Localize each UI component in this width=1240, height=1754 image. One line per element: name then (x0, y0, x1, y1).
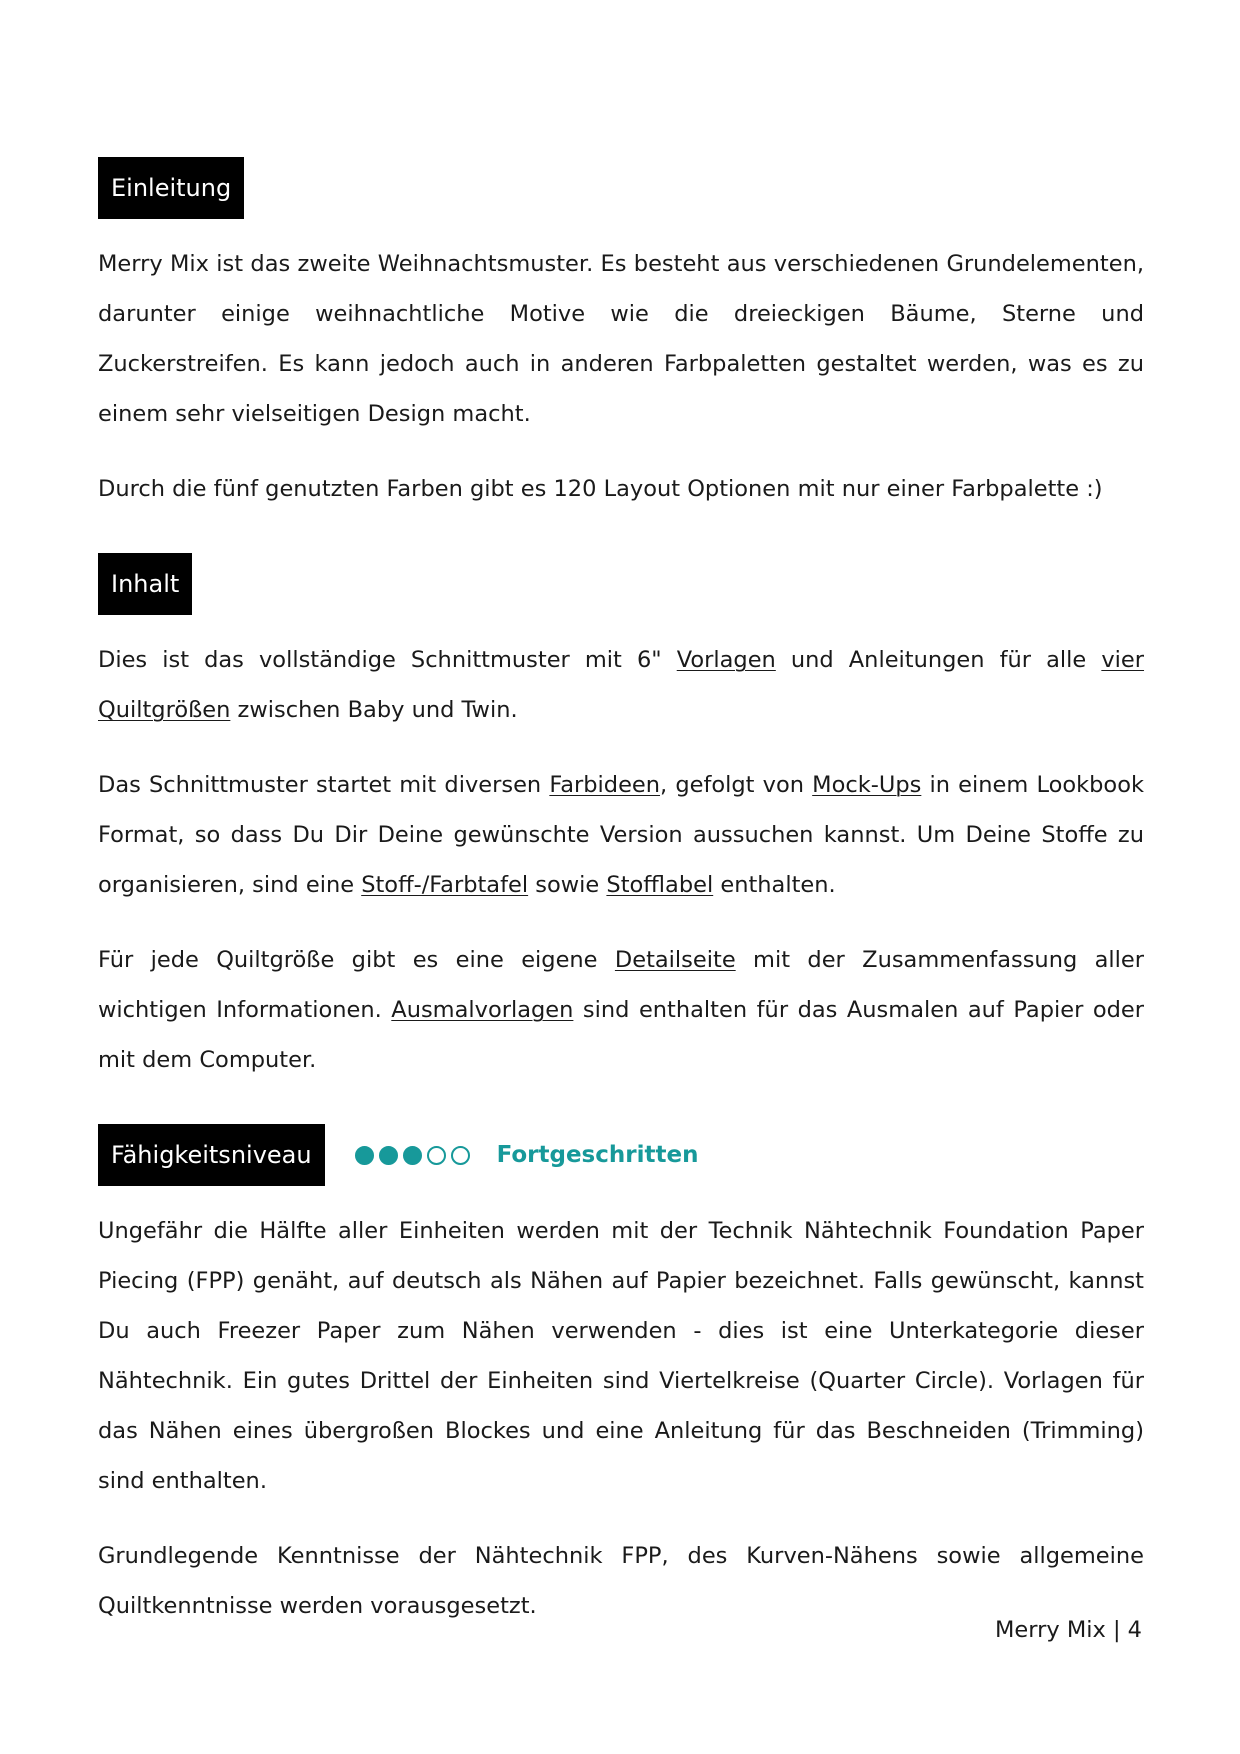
faehigkeit-paragraph-1: Ungefähr die Hälfte aller Einheiten werden mit der Technik Nähtechnik Foundation Paper Piecing (FPP) genäht, auf deutsch als Nähen auf Papier bezeichnet. Falls gewünscht, kannst Du auch Freezer Paper zum Nähen verwenden - dies ist eine Unterkategorie dieser Nähtechnik. Ein gutes Drittel der Einheiten sind Viertelkreise (Quarter Circle). Vorlagen für das Nähen eines übergroßen Blockes und eine Anleitung für das Beschneiden (Trimming) sind enthalten. (98, 1218, 1144, 1494)
section-einleitung (98, 157, 1144, 514)
section-inhalt (98, 553, 1144, 1085)
section-heading-inhalt: Inhalt (98, 553, 192, 615)
einleitung-paragraph-2: Durch die fünf genutzten Farben gibt es 120 Layout Optionen mit nur einer Farbpalette :) (98, 476, 1103, 502)
text-run: enthalten. (713, 872, 836, 898)
text-run: Dies ist das vollständige Schnittmuster mit 6" (98, 647, 677, 673)
section-faehigkeitsniveau (98, 1124, 1144, 1631)
document-page (98, 0, 1144, 1754)
text-run: , gefolgt von (660, 772, 813, 798)
text-run: Das Schnittmuster startet mit diversen (98, 772, 550, 798)
faehigkeit-body (98, 1206, 1144, 1631)
link-vier-quiltgroessen[interactable]: vier Quiltgrößen (98, 647, 1145, 723)
skill-dot-filled (379, 1146, 398, 1165)
link-stofflabel[interactable]: Stofflabel (606, 872, 714, 898)
link-vorlagen[interactable]: Vorlagen (676, 647, 776, 673)
link-stoff-farbtafel[interactable]: Stoff-/Farbtafel (361, 872, 529, 898)
einleitung-body (98, 239, 1144, 514)
skill-level-dots (355, 1146, 475, 1165)
text-run: Für jede Quiltgröße gibt es eine eigene (98, 947, 615, 973)
faehigkeit-paragraph-2: Grundlegende Kenntnisse der Nähtechnik FPP, des Kurven-Nähens sowie allgemeine Quiltkenntnisse werden vorausgesetzt. (98, 1543, 1144, 1619)
link-mock-ups[interactable]: Mock-Ups (812, 772, 922, 798)
skill-dot-empty (451, 1146, 470, 1165)
text-run: mit der Zusammenfassung aller wichtigen Informationen. (98, 947, 1144, 1023)
skill-dot-empty (427, 1146, 446, 1165)
skill-level-label: Fortgeschritten (496, 1142, 699, 1168)
text-run: sowie (528, 872, 607, 898)
link-farbideen[interactable]: Farbideen (549, 772, 661, 798)
text-run: zwischen Baby und Twin. (230, 697, 518, 723)
text-run: und Anleitungen für alle (775, 647, 1102, 673)
skill-dot-filled (355, 1146, 374, 1165)
text-run: in einem Lookbook Format, so dass Du Dir Deine gewünschte Version aussuchen kannst. Um Deine Stoffe zu organisieren, sind eine (98, 772, 1144, 898)
page-footer: Merry Mix | 4 (994, 1617, 1142, 1643)
inhalt-paragraph-1 (98, 635, 1144, 735)
inhalt-paragraph-2 (98, 760, 1144, 910)
skill-dot-filled (403, 1146, 422, 1165)
section-heading-faehigkeitsniveau: Fähigkeitsniveau (98, 1124, 325, 1186)
text-run: sind enthalten für das Ausmalen auf Papier oder mit dem Computer. (98, 997, 1145, 1073)
inhalt-paragraph-3 (98, 935, 1144, 1085)
section-heading-einleitung: Einleitung (98, 157, 244, 219)
link-detailseite[interactable]: Detailseite (614, 947, 736, 973)
skill-level-row (98, 1124, 1144, 1186)
einleitung-paragraph-1: Merry Mix ist das zweite Weihnachtsmuster. Es besteht aus verschiedenen Grundelementen, darunter einige weihnachtliche Motive wie die dreieckigen Bäume, Sterne und Zuckerstreifen. Es kann jedoch auch in anderen Farbpaletten gestaltet werden, was es zu einem sehr vielseitigen Design macht. (98, 251, 1144, 427)
inhalt-body (98, 635, 1144, 1085)
link-ausmalvorlagen[interactable]: Ausmalvorlagen (391, 997, 574, 1023)
